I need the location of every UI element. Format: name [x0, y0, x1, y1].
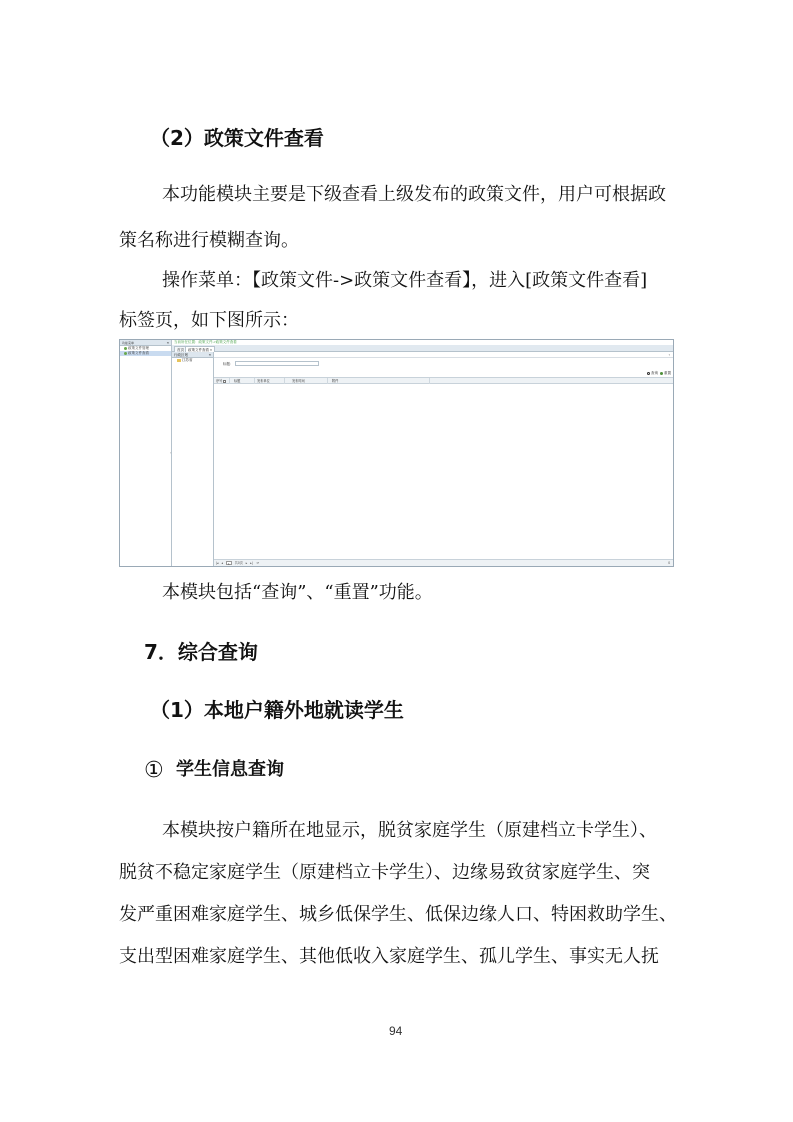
main-area	[172, 340, 673, 566]
search-icon	[647, 372, 650, 375]
tree-node-label: 江苏省	[182, 358, 193, 362]
reset-button[interactable]	[660, 371, 671, 376]
grid-body	[214, 384, 673, 559]
menu-item-label: 政策文件查看	[128, 351, 149, 355]
paragraph-line: 发严重困难家庭学生、城乡低保学生、低保边缘人口、特困救助学生、	[119, 904, 677, 925]
function-menu-panel	[120, 340, 172, 566]
column-header-title[interactable]: 标题	[234, 379, 241, 383]
reset-icon	[660, 372, 663, 375]
circled-number: ①	[144, 758, 164, 783]
search-bar	[214, 358, 673, 371]
subheading-text: 学生信息查询	[176, 759, 285, 780]
collapse-icon[interactable]: «	[166, 340, 169, 345]
menu-item-icon	[124, 347, 127, 350]
column-header-publisher[interactable]: 发布单位	[257, 379, 270, 383]
region-tree-title: 行政区划	[174, 353, 188, 357]
paragraph-line: 本模块按户籍所在地显示，脱贫家庭学生（原建档立卡学生）、	[162, 820, 657, 841]
column-header-label: 序号	[216, 379, 223, 383]
function-menu-header	[120, 340, 171, 346]
refresh-icon[interactable]: ⟳	[256, 561, 260, 565]
screenshot-figure	[119, 339, 674, 567]
paragraph-line: 标签页，如下图所示：	[119, 310, 299, 331]
section-heading-7-1: （1）本地户籍外地就读学生	[150, 698, 404, 722]
paragraph-line: 本模块包括“查询”、“重置”功能。	[162, 582, 433, 603]
last-page-button[interactable]: ▸|	[250, 561, 253, 565]
region-tree-panel	[172, 352, 214, 566]
page-number-input[interactable]: 1	[226, 561, 232, 565]
section-heading-policy-view: （2）政策文件查看	[150, 126, 324, 150]
folder-icon	[177, 359, 181, 362]
paragraph-line: 脱贫不稳定家庭学生（原建档立卡学生）、边缘易致贫家庭学生、突	[119, 862, 650, 883]
section-heading-7: 7．综合查询	[144, 640, 258, 664]
select-all-checkbox[interactable]	[223, 380, 226, 383]
menu-item-policy-view[interactable]	[120, 351, 171, 356]
menu-item-icon	[124, 352, 127, 355]
total-pages-label: 共0页	[234, 561, 243, 565]
menu-item-label: 政策文件管理	[128, 346, 149, 350]
breadcrumb: 当前所在位置：政策文件->政策文件查看	[172, 340, 673, 345]
query-button[interactable]	[647, 371, 658, 376]
paragraph-line: 操作菜单：【政策文件->政策文件查看】，进入[政策文件查看]	[162, 270, 648, 291]
first-page-button[interactable]: |◂	[216, 561, 219, 565]
tab-home[interactable]: 首页	[174, 346, 187, 352]
content-panel	[214, 352, 673, 566]
column-header-attachment[interactable]: 附件	[332, 379, 339, 383]
column-header-publish-time[interactable]: 发布时间	[292, 379, 305, 383]
collapse-right-icon[interactable]: ‹	[668, 352, 670, 357]
splitter-icon[interactable]: ‹	[170, 450, 172, 455]
record-count: 0	[668, 561, 670, 565]
search-label: 标题：	[223, 362, 234, 366]
tab-policy-view[interactable]: 政策文件查看 ×	[185, 346, 215, 352]
paragraph-line: 支出型困难家庭学生、其他低收入家庭学生、孤儿学生、事实无人抚	[119, 946, 659, 967]
reset-button-label: 重置	[664, 371, 671, 375]
paragraph-line: 本功能模块主要是下级查看上级发布的政策文件，用户可根据政	[162, 184, 666, 205]
title-search-input[interactable]	[235, 361, 319, 366]
function-menu-title: 功能菜单	[122, 341, 135, 345]
region-tree-header	[172, 352, 213, 358]
prev-page-button[interactable]: ◂	[221, 561, 223, 565]
subheading-student-info	[144, 755, 284, 783]
query-button-label: 查询	[651, 371, 658, 375]
pagination-bar	[214, 559, 673, 566]
paragraph-line: 策名称进行模糊查询。	[119, 230, 299, 251]
tree-node-root[interactable]	[172, 358, 213, 363]
page-number: 94	[389, 1024, 403, 1038]
next-page-button[interactable]: ▸	[245, 561, 248, 565]
tab-bar	[172, 345, 673, 352]
grid-header	[214, 377, 673, 384]
collapse-icon[interactable]: «	[208, 352, 211, 357]
